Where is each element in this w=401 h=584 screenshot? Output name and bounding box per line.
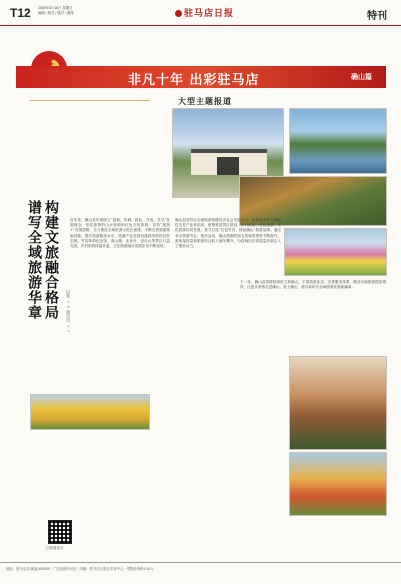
headline-line-1: 谱写全域旅游华章 [26,200,42,320]
photo-resort [289,356,387,450]
photo-performance [289,452,387,516]
photo-flower-field [284,228,387,276]
article-column-3: 下一步，确山县将继续深化文旅融合，丰富旅游业态，完善服务体系，推动全域旅游提质增效，让更多游客走进确山、爱上确山，谱写新时代全域旅游发展新篇章。 [240,280,386,290]
photo-lake-aerial [289,108,387,174]
byline: 记者 ×× 通讯员 ×× [66,290,71,334]
section-tag: 特刊 [367,11,387,22]
theme-banner [16,66,386,88]
page-footer: 地址：驻马店市 邮编 463000 · 广告经营许可证 · 印刷：驻马店日报社印务中心 · 零售价每份1.00元 [0,562,401,584]
newspaper-logo-icon [175,10,182,17]
masthead [0,0,401,26]
article-column-2: 确山县坚持以全域旅游统揽经济社会发展全局，把旅游业作为战略性支柱产业来培育，统筹推进景区建设、乡村旅游、红色旅游、文化旅游协同发展，着力打造“红色竹沟、绿色确山”旅游品牌。通过举办旅游节会、推介活动，确山旅游的知名度和美誉度不断提升，游客接待量和旅游综合收入逐年攀升，为县域经济高质量发展注入了强劲动力。 [175,218,281,249]
editor-credits: 编辑 / 版式 / 校对 / 照排 [38,11,74,15]
newspaper-name: 驻马店日报 [184,9,235,19]
issue-date: 2020年8月16日 星期日 [38,6,73,10]
qr-caption: 扫码看更多 [46,546,64,550]
banner-county: 确山篇 [351,73,372,81]
gate-door [217,157,239,175]
qr-code[interactable] [48,520,72,544]
newspaper-logo [175,6,234,19]
issue-meta [38,6,148,16]
series-tag: 大型主题报道 [178,97,232,106]
banner-title: 非凡十年 出彩驻马店 [128,73,260,88]
page-number: T12 [10,6,31,20]
headline-line-2: 构建文旅融合格局 [43,200,59,320]
article-column-1: 近年来，确山县牢固树立“创新、协调、绿色、开放、共享”发展理念，依托独特的山水资源和红色文化资源，坚持“旅游+”发展思路，全力推进全域旅游示范区创建，不断完善旅游基础设施，提升旅游服务水平，旅游产业呈现出蓬勃发展的良好态势。竹沟革命纪念馆、薄山湖、北泉寺、老乐山等景区日益完善，乡村旅游持续升温，文化旅游融合发展步伐不断加快。 [70,218,170,249]
decorative-rule [30,100,150,101]
headline [26,200,60,480]
